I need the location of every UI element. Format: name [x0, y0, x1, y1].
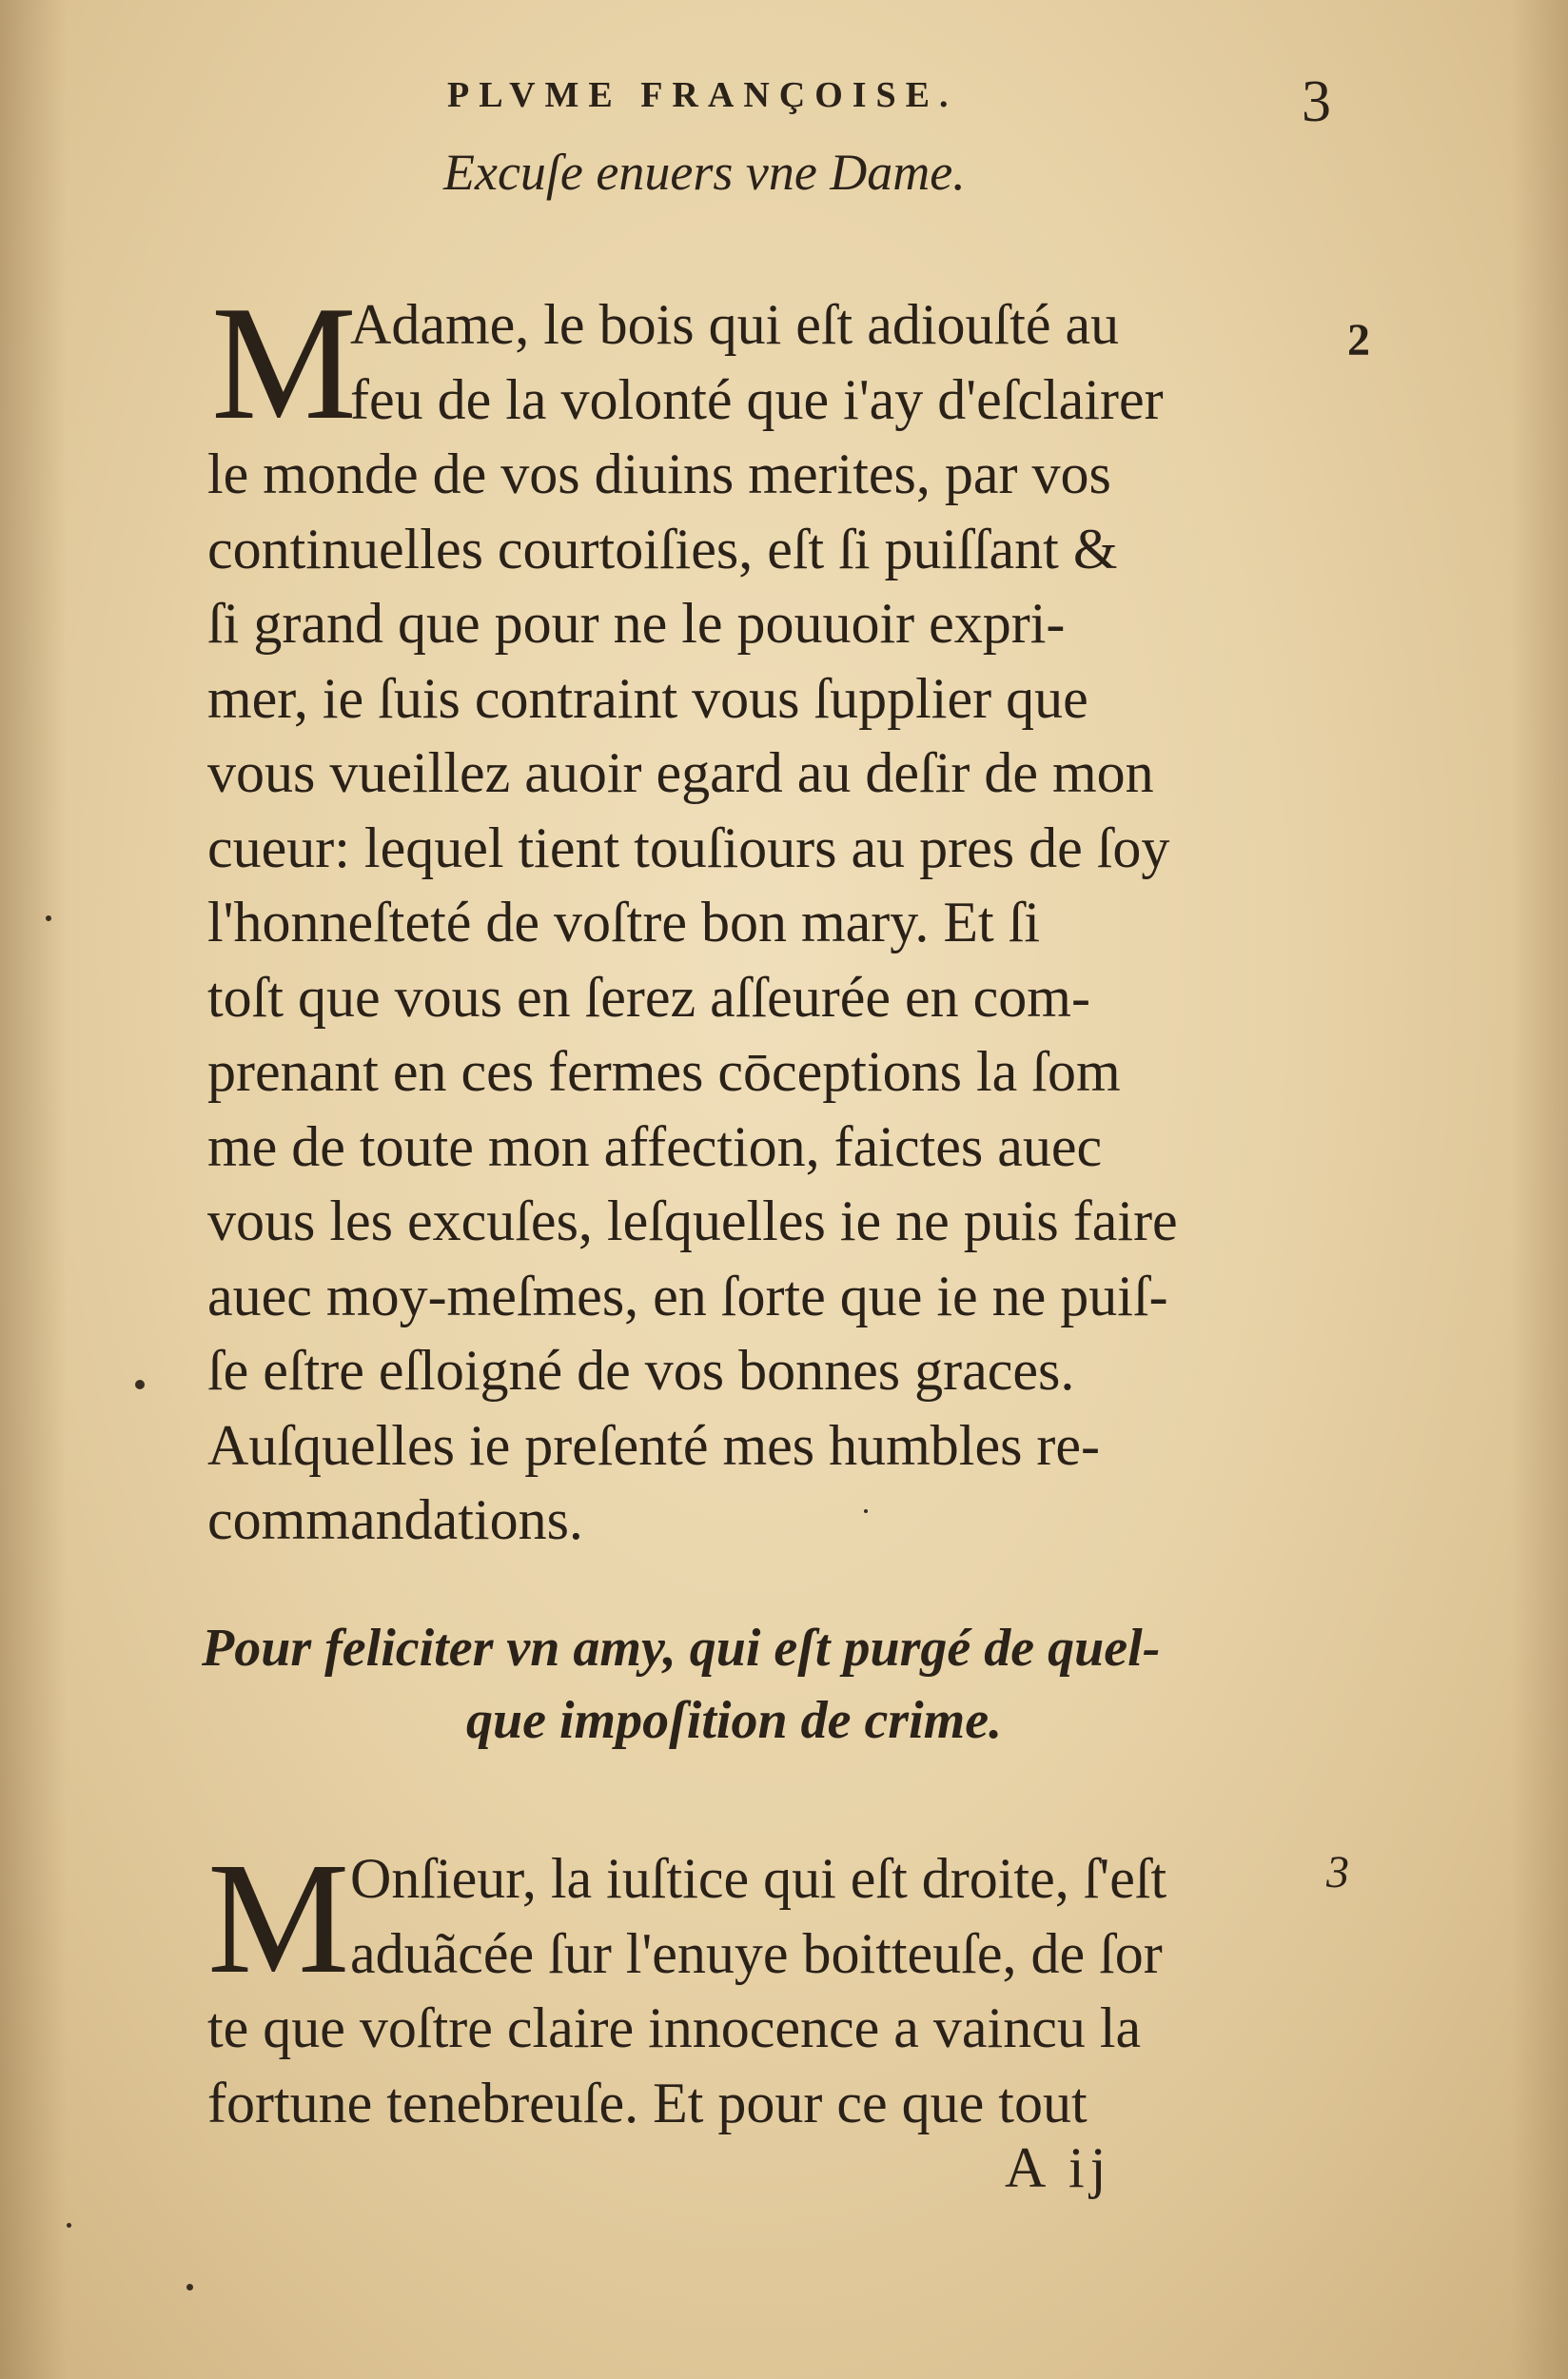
text-line: le monde de vos diuins merites, par vos [207, 442, 1111, 505]
text-line: Auſquelles ie preſenté mes humbles re- [207, 1413, 1101, 1477]
text-line: Adame, le bois qui eſt adiouſté au [350, 293, 1120, 356]
dropcap-1: M [211, 273, 357, 454]
ink-speck [864, 1509, 868, 1513]
text-line: toſt que vous en ſerez aſſeurée en com- [207, 965, 1090, 1029]
ink-speck [67, 2223, 71, 2228]
section-title-2-line-1: Pour feliciter vn amy, qui eſt purgé de quel- [202, 1619, 1161, 1678]
running-head: PLVME FRANÇOISE. [447, 75, 958, 115]
text-line: me de toute mon affection, faictes auec [207, 1114, 1103, 1178]
text-line: fortune tenebreuſe. Et pour ce que tout [207, 2071, 1088, 2134]
text-line: vous les excuſes, leſquelles ie ne puis faire [207, 1190, 1178, 1252]
text-line: mer, ie ſuis contraint vous ſupplier que [207, 666, 1088, 730]
section-title-2-line-2: que impoſition de crime. [466, 1691, 1003, 1750]
text-line: ſi grand que pour ne le pouuoir expri- [207, 592, 1066, 655]
text-line: feu de la volonté que i'ay d'eſclairer [350, 367, 1164, 431]
text-line: te que voſtre claire innocence a vaincu la [207, 1996, 1142, 2059]
page-number: 3 [1302, 69, 1331, 134]
dropcap-2: M [207, 1830, 350, 2007]
text-line: Onſieur, la iuſtice qui eſt droite, ſ'eſt [350, 1847, 1167, 1910]
ink-speck [186, 2284, 193, 2291]
section-2-body [207, 1841, 1335, 2140]
text-line: commandations. [207, 1488, 583, 1551]
ink-speck [46, 915, 51, 921]
text-line: ſe eſtre eſloigné de vos bonnes graces. [207, 1339, 1075, 1402]
text-line: prenant en ces fermes cōceptions la ſom [207, 1040, 1121, 1103]
section-1-body [207, 287, 1335, 1558]
signature-mark: A ij [1005, 2136, 1112, 2199]
margin-number-1: 2 [1347, 315, 1370, 365]
margin-number-2: 3 [1326, 1847, 1349, 1897]
text-line: l'honneſteté de voſtre bon mary. Et ſi [207, 891, 1041, 954]
text-line: auec moy-meſmes, en ſorte que ie ne puiſ- [207, 1264, 1168, 1327]
text-line: continuelles courtoiſies, eſt ſi puiſſant & [207, 517, 1118, 580]
ink-speck [135, 1380, 145, 1389]
text-line: cueur: lequel tient touſiours au pres de ſoy [207, 816, 1170, 879]
section-title-1: Excuſe enuers vne Dame. [443, 144, 966, 201]
text-line: aduãcée ſur l'enuye boitteuſe, de ſor [350, 1921, 1163, 1985]
text-line: vous vueillez auoir egard au deſir de mon [207, 741, 1154, 804]
